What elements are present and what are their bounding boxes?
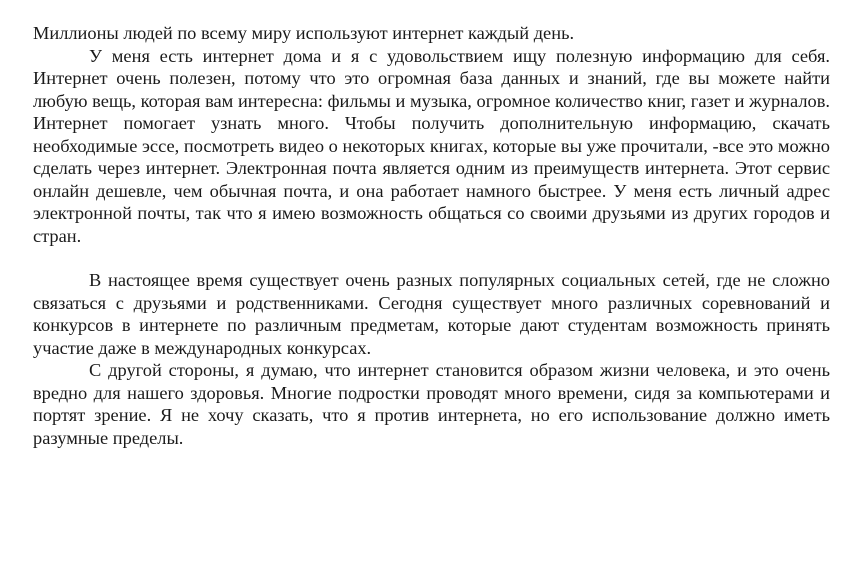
document-page (33, 22, 830, 449)
paragraph-social-networks: В настоящее время существует очень разных популярных социальных сетей, где не сложно связаться с друзьями и родственниками. Сегодня существует много различных соревнований и конкурсов в интернете по различным предметам, которые дают студентам возможность принять участие даже в международных конкурсах. (33, 270, 830, 358)
paragraph-internet-at-home: У меня есть интернет дома и я с удовольствием ищу полезную информацию для себя. Интернет очень полезен, потому что это огромная база данных и знаний, где вы можете найти любую вещь, которая вам интересна: фильмы и музыка, огромное количество книг, газет и журналов. Интернет помогает узнать много. Чтобы получить дополнительную информацию, скачать необходимые эссе, посмотреть видео о некоторых книгах, которые вы уже прочитали, -все это можно сделать через интернет. Электронная почта является одним из преимуществ интернета. Этот сервис онлайн дешевле, чем обычная почта, и она работает намного быстрее. У меня есть личный адрес электронной почты, так что я имею возможность общаться со своими друзьями из других городов и стран. (33, 45, 830, 246)
paragraph-other-side: С другой стороны, я думаю, что интернет становится образом жизни человека, и это очень вредно для нашего здоровья. Многие подростки проводят много времени, сидя за компьютерами и портят зрение. Я не хочу сказать, что я против интернета, но его использование должно иметь разумные пределы. (33, 360, 830, 448)
paragraph-intro: Миллионы людей по всему миру используют интернет каждый день. (33, 23, 575, 43)
